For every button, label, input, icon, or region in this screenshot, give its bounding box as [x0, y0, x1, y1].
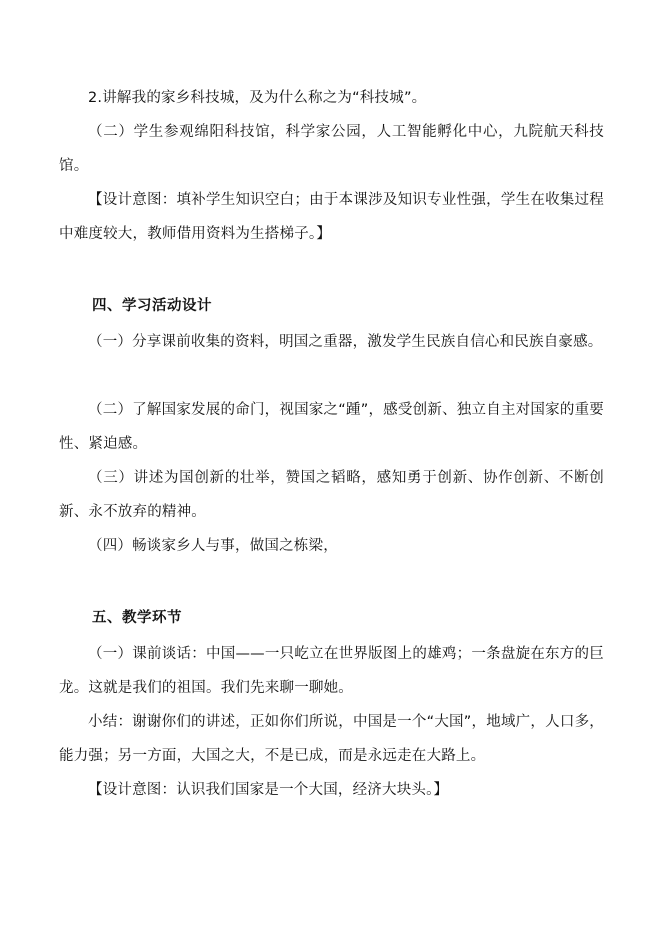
paragraph-activity-3: （三）讲述为国创新的壮举，赞国之韬略，感知勇于创新、协作创新、不断创新、永不放弃的精神。 — [59, 470, 604, 520]
paragraph-explain-hometown: 2.讲解我的家乡科技城，及为什么称之为“科技城”。 — [88, 90, 427, 106]
paragraph-design-intent-2: 【设计意图：认识我们国家是一个大国，经济大块头。】 — [88, 782, 449, 798]
paragraph-pre-class-talk: （一）课前谈话：中国——一只屹立在世界版图上的雄鸡；一条盘旋在东方的巨龙。这就是我们的祖国。我们先来聊一聊她。 — [59, 646, 604, 696]
paragraph-summary: 小结：谢谢你们的讲述，正如你们所说，中国是一个“大国”，地域广，人口多，能力强；另一方面，大国之大，不是已成，而是永远走在大路上。 — [59, 714, 604, 764]
heading-teaching-steps: 五、教学环节 — [92, 610, 182, 626]
paragraph-activity-4: （四）畅谈家乡人与事，做国之栋梁， — [88, 538, 338, 554]
heading-learning-activity-design: 四、学习活动设计 — [92, 298, 212, 314]
paragraph-design-intent-1: 【设计意图：填补学生知识空白；由于本课涉及知识专业性强，学生在收集过程中难度较大，教师借用资料为生搭梯子。】 — [59, 192, 604, 242]
paragraph-activity-2: （二）了解国家发展的命门，视国家之“踵”，感受创新、独立自主对国家的重要性、紧迫感。 — [59, 402, 604, 452]
paragraph-activity-1: （一）分享课前收集的资料，明国之重器，激发学生民族自信心和民族自豪感。 — [88, 334, 603, 350]
paragraph-visit-museum: （二）学生参观绵阳科技馆，科学家公园，人工智能孵化中心，九院航天科技馆。 — [59, 124, 604, 174]
